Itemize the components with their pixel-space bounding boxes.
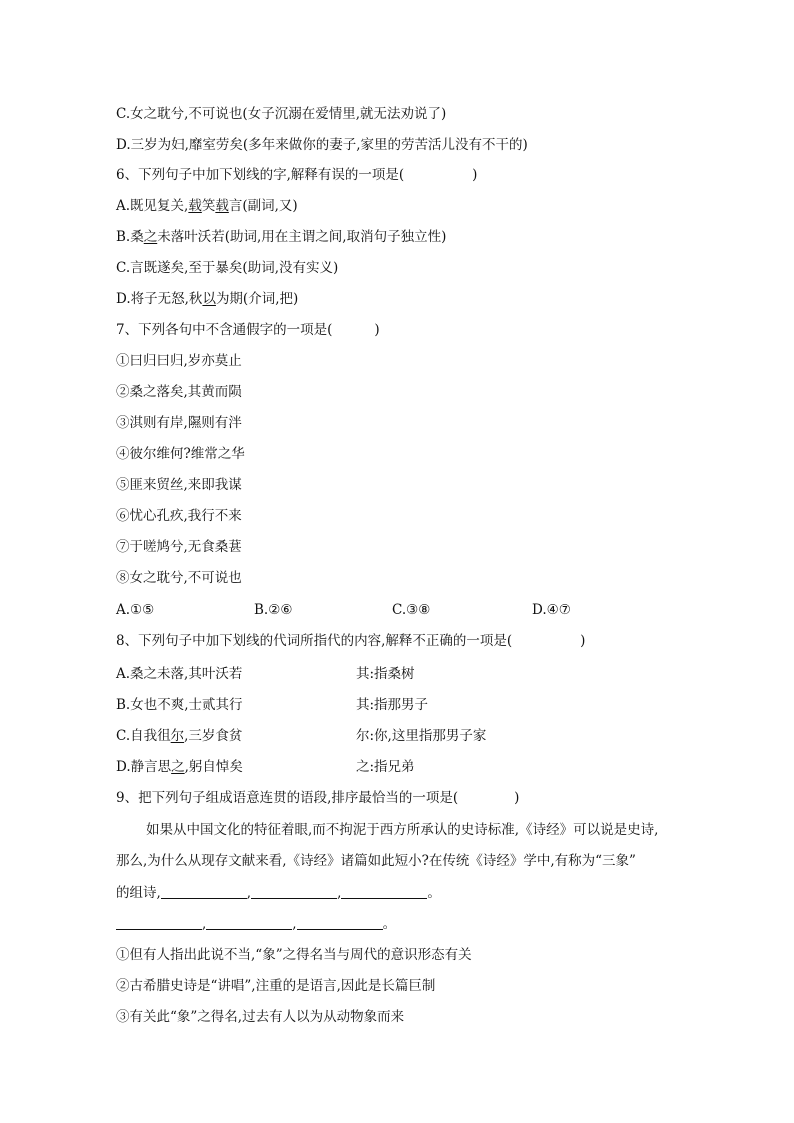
q8-option-b-sentence: B.女也不爽,士贰其行 bbox=[116, 697, 243, 713]
q8-option-a-sentence: A.桑之未落,其叶沃若 bbox=[116, 666, 243, 682]
q8d-underlined: 之 bbox=[171, 759, 185, 775]
q6b-underlined: 之 bbox=[143, 229, 158, 245]
q9-passage-line-3-text: 的组诗, bbox=[116, 885, 161, 901]
q6-option-b bbox=[116, 227, 446, 247]
fill-blank-3 bbox=[341, 884, 427, 899]
fill-blank-6 bbox=[297, 915, 383, 930]
q9-sentence-3: ③有关此“象”之得名,过去有人以为从动物象而来 bbox=[116, 1009, 405, 1025]
separator: , bbox=[337, 885, 342, 901]
q5-option-d: D.三岁为妇,靡室劳矣(多年来做你的妻子,家里的劳苦活儿没有不干的) bbox=[116, 137, 528, 153]
q8-stem bbox=[116, 631, 585, 651]
q8c-pre: C.自我徂 bbox=[116, 728, 171, 744]
q6-stem-text: 6、下列句子中加下划线的字,解释有误的一项是( bbox=[116, 167, 405, 183]
q8-option-a-explanation: 其:指桑树 bbox=[356, 666, 415, 682]
q7-sentence-2: ②桑之落矣,其黄而陨 bbox=[116, 384, 242, 400]
q6a-post: 言(副词,又) bbox=[228, 198, 298, 214]
q8-stem-text: 8、下列句子中加下划线的代词所指代的内容,解释不正确的一项是( bbox=[116, 633, 513, 649]
q7-sentence-6: ⑥忧心孔疚,我行不来 bbox=[116, 508, 242, 524]
q6-stem bbox=[116, 165, 477, 185]
q8-option-c-explanation: 尔:你,这里指那男子家 bbox=[356, 728, 487, 744]
period: 。 bbox=[427, 885, 441, 901]
q6b-pre: B.桑 bbox=[116, 229, 144, 245]
separator: , bbox=[246, 885, 252, 901]
fill-blank-1 bbox=[161, 884, 247, 899]
q7-choice-d: D.④⑦ bbox=[532, 602, 571, 618]
q7-choice-c: C.③⑧ bbox=[392, 602, 431, 618]
q7-stem bbox=[116, 320, 380, 340]
q7-sentence-5: ⑤匪来贸丝,来即我谋 bbox=[116, 477, 242, 493]
q9-passage-line-1: 如果从中国文化的特征着眼,而不拘泥于西方所承认的史诗标准,《诗经》可以说是史诗, bbox=[146, 822, 659, 838]
period: 。 bbox=[382, 916, 397, 932]
q9-sentence-2: ②古希腊史诗是“讲唱”,注重的是语言,因此是长篇巨制 bbox=[116, 978, 436, 994]
separator: , bbox=[202, 916, 207, 932]
q9-passage-line-3 bbox=[116, 883, 696, 903]
q6d-post: 为期(介词,把) bbox=[215, 291, 299, 307]
q9-stem bbox=[116, 788, 519, 808]
q6d-underlined: 以 bbox=[202, 291, 216, 307]
q7-choice-b: B.②⑥ bbox=[254, 602, 293, 618]
q8-stem-close: ) bbox=[580, 633, 586, 649]
q6a-pre: A.既见复关, bbox=[116, 198, 189, 214]
q9-stem-text: 9、把下列句子组成语意连贯的语段,排序最恰当的一项是( bbox=[116, 790, 459, 806]
q9-sentence-1: ①但有人指出此说不当,“象”之得名当与周代的意识形态有关 bbox=[116, 947, 472, 963]
q8-option-c-sentence bbox=[116, 726, 242, 746]
q6a-underlined-1: 载 bbox=[188, 198, 202, 214]
q6d-pre: D.将子无怒,秋 bbox=[116, 291, 203, 307]
q6a-mid: 笑 bbox=[201, 198, 216, 214]
q7-stem-close: ) bbox=[374, 322, 380, 338]
fill-blank-5 bbox=[206, 915, 292, 930]
fill-blank-2 bbox=[251, 884, 337, 899]
q9-stem-close: ) bbox=[514, 790, 520, 806]
q7-sentence-7: ⑦于嗟鸠兮,无食桑葚 bbox=[116, 539, 242, 555]
separator: , bbox=[292, 916, 297, 932]
q7-sentence-1: ①曰归曰归,岁亦莫止 bbox=[116, 353, 242, 369]
q8-option-d-explanation: 之:指兄弟 bbox=[356, 759, 415, 775]
q6-option-d bbox=[116, 289, 298, 309]
q9-passage-line-4 bbox=[116, 914, 696, 934]
q8d-post: ,躬自悼矣 bbox=[184, 759, 243, 775]
q6b-post: 未落叶沃若(助词,用在主谓之间,取消句子独立性) bbox=[157, 229, 447, 245]
q8-option-d-sentence bbox=[116, 757, 243, 777]
q5-option-c: C.女之耽兮,不可说也(女子沉溺在爱情里,就无法劝说了) bbox=[116, 106, 447, 122]
q7-sentence-3: ③淇则有岸,隰则有泮 bbox=[116, 415, 242, 431]
q6-stem-close: ) bbox=[472, 167, 478, 183]
fill-blank-4 bbox=[116, 915, 202, 930]
q6-option-a bbox=[116, 196, 298, 216]
q7-stem-text: 7、下列各句中不含通假字的一项是( bbox=[116, 322, 333, 338]
q8c-underlined: 尔 bbox=[170, 728, 185, 744]
q9-passage-line-2: 那么,为什么从现存文献来看,《诗经》诸篇如此短小?在传统《诗经》学中,有称为“三象” bbox=[116, 853, 636, 869]
q6-option-c: C.言既遂矣,至于暴矣(助词,没有实义) bbox=[116, 260, 339, 276]
q7-choice-a: A.①⑤ bbox=[116, 602, 155, 618]
q8d-pre: D.静言思 bbox=[116, 759, 172, 775]
q7-sentence-8: ⑧女之耽兮,不可说也 bbox=[116, 570, 242, 586]
q8c-post: ,三岁食贫 bbox=[184, 728, 243, 744]
q8-option-b-explanation: 其:指那男子 bbox=[356, 697, 429, 713]
q6a-underlined-2: 载 bbox=[215, 198, 229, 214]
q7-sentence-4: ④彼尔维何?维常之华 bbox=[116, 446, 245, 462]
